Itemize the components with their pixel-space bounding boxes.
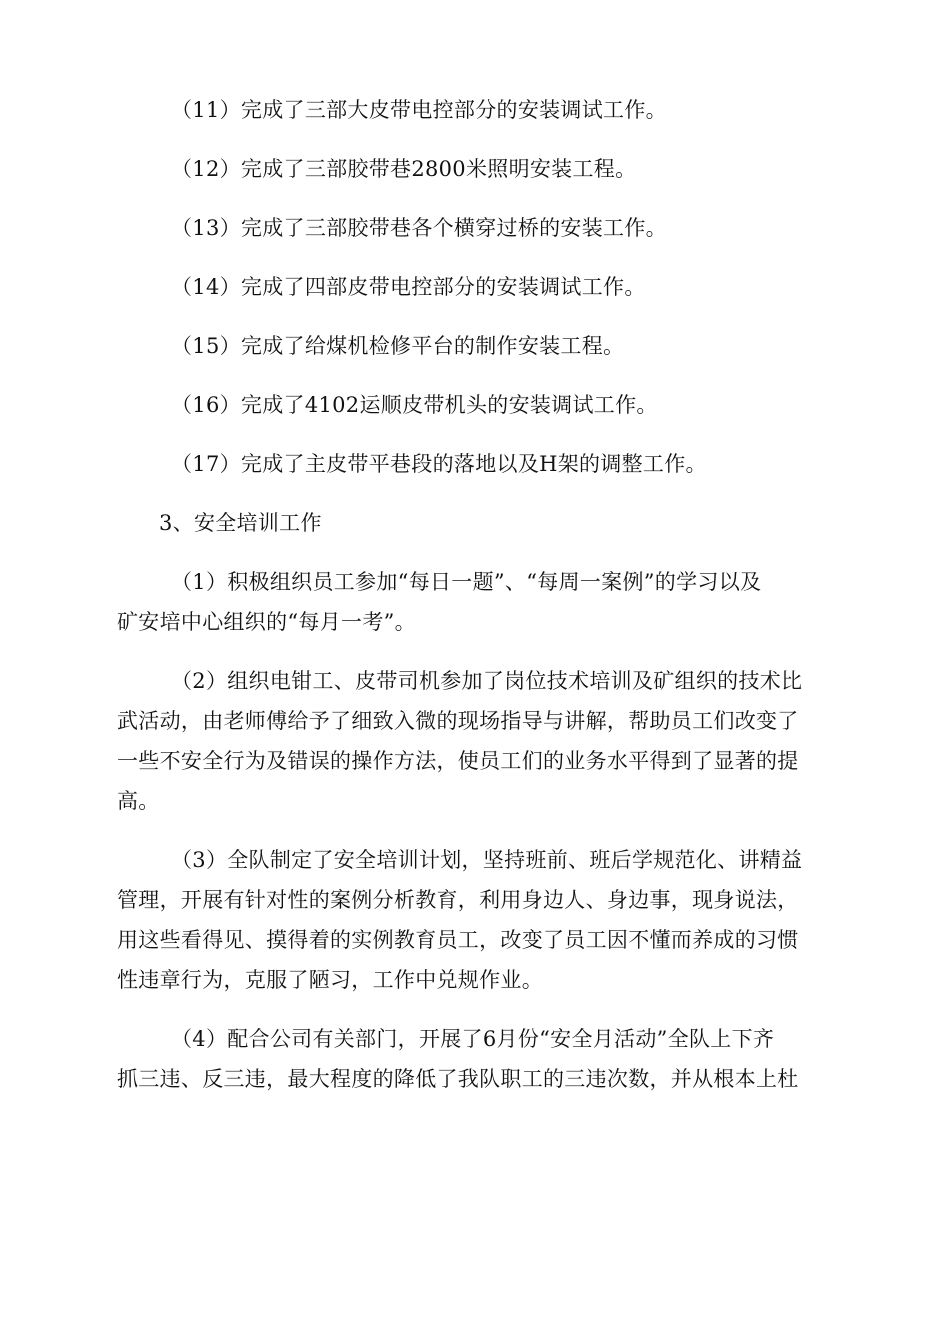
section-heading-safety-training: 3、安全培训工作: [159, 511, 322, 535]
paragraph-line: 管理，开展有针对性的案例分析教育，利用身边人、身边事，现身说法，: [117, 888, 799, 912]
paragraph-line: 性违章行为，克服了陋习，工作中兑规作业。: [117, 968, 543, 992]
list-item-17: （17）完成了主皮带平巷段的落地以及H架的调整工作。: [171, 452, 707, 476]
list-item-12: （12）完成了三部胶带巷2800米照明安装工程。: [171, 157, 637, 181]
paragraph-2: [117, 661, 833, 821]
list-item-15: （15）完成了给煤机检修平台的制作安装工程。: [171, 334, 625, 358]
paragraph-line: （1）积极组织员工参加“每日一题”、“每周一案例”的学习以及: [171, 570, 762, 594]
paragraph-4: [117, 1019, 833, 1099]
list-item-16: （16）完成了4102运顺皮带机头的安装调试工作。: [171, 393, 658, 417]
paragraph-1: [117, 562, 833, 642]
paragraph-3: [117, 840, 833, 1000]
list-item-11: （11）完成了三部大皮带电控部分的安装调试工作。: [171, 98, 667, 122]
paragraph-line: 高。: [117, 789, 160, 813]
paragraph-line: 矿安培中心组织的“每月一考”。: [117, 610, 416, 634]
paragraph-line: 武活动，由老师傅给予了细致入微的现场指导与讲解，帮助员工们改变了: [117, 709, 799, 733]
paragraph-line: （4）配合公司有关部门，开展了6月份“安全月活动”全队上下齐: [171, 1027, 775, 1051]
paragraph-line: 一些不安全行为及错误的操作方法，使员工们的业务水平得到了显著的提: [117, 749, 799, 773]
paragraph-line: 用这些看得见、摸得着的实例教育员工，改变了员工因不懂而养成的习惯: [117, 928, 799, 952]
list-item-14: （14）完成了四部皮带电控部分的安装调试工作。: [171, 275, 646, 299]
paragraph-line: （3）全队制定了安全培训计划，坚持班前、班后学规范化、讲精益: [171, 848, 803, 872]
list-item-13: （13）完成了三部胶带巷各个横穿过桥的安装工作。: [171, 216, 667, 240]
paragraph-line: （2）组织电钳工、皮带司机参加了岗位技术培训及矿组织的技术比: [171, 669, 803, 693]
paragraph-line: 抓三违、反三违，最大程度的降低了我队职工的三违次数，并从根本上杜: [117, 1067, 799, 1091]
document-body: [117, 90, 833, 1118]
